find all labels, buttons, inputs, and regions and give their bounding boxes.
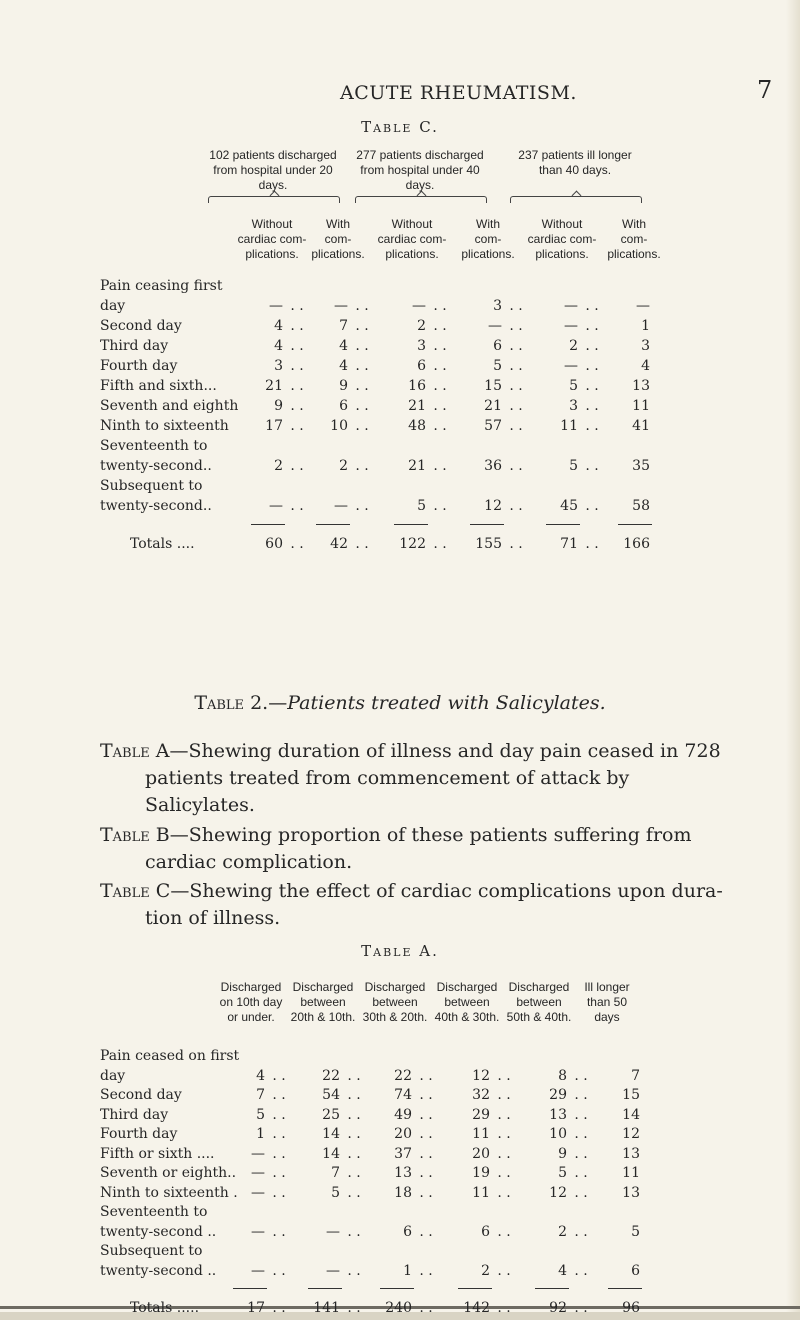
column-header: With com- plications. <box>311 217 365 261</box>
cell-leader: . . <box>272 1067 286 1084</box>
cell-leader: . . <box>497 1087 511 1103</box>
row-label-continued: day <box>100 298 126 314</box>
row-label: Ninth to sixteenth . <box>100 1184 238 1201</box>
cell-leader: . . <box>509 458 523 474</box>
cell-leader: . . <box>355 498 369 514</box>
row-label: Fourth day <box>100 1126 178 1142</box>
row-label: Seventeenth to <box>100 438 208 454</box>
group-header: 277 patients discharged from hospital under 40 days. <box>356 148 484 192</box>
table-cell: 5 <box>493 358 502 374</box>
cell-leader: . . <box>347 1087 361 1103</box>
row-label: Fifth or sixth .... <box>100 1145 215 1162</box>
row-label: Fifth and sixth... <box>100 378 217 394</box>
table-cell: 16 <box>408 378 426 394</box>
table-cell: 1 <box>403 1262 412 1279</box>
row-label: Pain ceased on first <box>100 1048 240 1064</box>
cell-leader: . . <box>355 378 369 394</box>
description-continuation: cardiac complication. <box>145 851 353 873</box>
table-cell: 13 <box>622 1145 640 1162</box>
row-label: Seventh and eighth <box>100 398 239 414</box>
cell-leader: . . <box>347 1106 361 1123</box>
cell-leader: . . <box>509 338 523 354</box>
table-cell: 13 <box>549 1106 567 1123</box>
cell-leader: . . <box>355 536 369 552</box>
table-cell: 22 <box>394 1067 412 1084</box>
cell-leader: . . <box>290 318 304 334</box>
cell-leader: . . <box>272 1106 286 1123</box>
cell-leader: . . <box>419 1184 433 1201</box>
cell-leader: . . <box>497 1262 511 1279</box>
table-cell: 9 <box>274 398 283 414</box>
column-header: Without cardiac com- plications. <box>377 217 447 261</box>
total-rule <box>308 1288 342 1289</box>
table-cell: 49 <box>394 1106 412 1123</box>
column-header: With com- plications. <box>607 217 661 261</box>
description-text: Shewing proportion of these patients suffering from <box>188 824 692 846</box>
cell-leader: . . <box>272 1165 286 1181</box>
table-cell: 6 <box>481 1223 490 1240</box>
table-cell: 4 <box>274 338 283 354</box>
table-cell: 19 <box>472 1165 490 1181</box>
cell-leader: . . <box>347 1184 361 1201</box>
table-cell: 8 <box>558 1067 567 1084</box>
table-cell: 2 <box>274 458 283 474</box>
cell-leader: . . <box>347 1223 361 1240</box>
column-header: Ill longer than 50 days <box>584 980 630 1024</box>
table-cell: 36 <box>484 458 502 474</box>
column-header: Discharged between 40th & 30th. <box>434 980 500 1024</box>
table-cell: 5 <box>569 458 578 474</box>
table-cell: 57 <box>484 418 502 434</box>
cell-leader: . . <box>574 1106 588 1123</box>
table-2-caption-prefix: Table 2.— <box>194 692 288 714</box>
total-cell: 122 <box>399 536 426 552</box>
cell-leader: . . <box>433 298 447 314</box>
table-cell: 21 <box>408 398 426 414</box>
description-text: Shewing the effect of cardiac complications upon dura- <box>189 880 723 902</box>
total-rule <box>394 524 428 525</box>
cell-leader: . . <box>290 498 304 514</box>
cell-leader: . . <box>355 418 369 434</box>
table-cell: — <box>564 358 578 374</box>
total-rule <box>535 1288 569 1289</box>
cell-leader: . . <box>585 298 599 314</box>
group-brace <box>510 196 642 203</box>
row-label: Seventh or eighth.. <box>100 1165 237 1181</box>
cell-leader: . . <box>433 318 447 334</box>
table-cell: 4 <box>274 318 283 334</box>
cell-leader: . . <box>419 1087 433 1103</box>
row-label-continued: twenty-second .. <box>100 1223 217 1240</box>
table-cell: — <box>636 298 650 314</box>
cell-leader: . . <box>585 398 599 414</box>
cell-leader: . . <box>272 1184 286 1201</box>
row-label: Subsequent to <box>100 1243 203 1259</box>
table-cell: 1 <box>641 318 650 334</box>
table-cell: 20 <box>394 1126 412 1142</box>
cell-leader: . . <box>433 458 447 474</box>
table-cell: 58 <box>632 498 650 514</box>
cell-leader: . . <box>585 318 599 334</box>
cell-leader: . . <box>497 1165 511 1181</box>
cell-leader: . . <box>433 418 447 434</box>
cell-leader: . . <box>433 498 447 514</box>
cell-leader: . . <box>347 1300 361 1316</box>
table-cell: — <box>251 1165 265 1181</box>
cell-leader: . . <box>347 1262 361 1279</box>
table-cell: 7 <box>331 1165 340 1181</box>
table-cell: 32 <box>472 1087 490 1103</box>
table-cell: — <box>564 298 578 314</box>
table-cell: 13 <box>622 1184 640 1201</box>
row-label: Second day <box>100 1087 182 1103</box>
column-header: Without cardiac com- plications. <box>527 217 597 261</box>
column-header: Discharged between 50th & 40th. <box>506 980 572 1024</box>
column-header: Discharged between 20th & 10th. <box>290 980 356 1024</box>
total-rule <box>470 524 504 525</box>
cell-leader: . . <box>419 1262 433 1279</box>
cell-leader: . . <box>272 1087 286 1103</box>
table-cell: 35 <box>632 458 650 474</box>
table-cell: 12 <box>549 1184 567 1201</box>
cell-leader: . . <box>585 338 599 354</box>
table-cell: — <box>334 298 348 314</box>
table-cell: 13 <box>632 378 650 394</box>
cell-leader: . . <box>497 1145 511 1162</box>
table-cell: 4 <box>339 338 348 354</box>
total-cell: 141 <box>313 1300 340 1316</box>
row-label: Third day <box>100 338 169 354</box>
table-cell: 1 <box>256 1126 265 1142</box>
table-cell: — <box>326 1223 340 1240</box>
table-cell: 12 <box>472 1067 490 1084</box>
cell-leader: . . <box>355 358 369 374</box>
table-cell: 6 <box>631 1262 640 1279</box>
table-cell: — <box>269 298 283 314</box>
cell-leader: . . <box>574 1067 588 1084</box>
cell-leader: . . <box>585 458 599 474</box>
total-cell: 96 <box>622 1300 640 1316</box>
column-header: Discharged on 10th day or under. <box>219 980 283 1024</box>
table-cell: 12 <box>484 498 502 514</box>
cell-leader: . . <box>272 1262 286 1279</box>
row-label: Seventeenth to <box>100 1204 208 1220</box>
total-rule <box>618 524 652 525</box>
table-cell: 29 <box>549 1087 567 1103</box>
row-label: Second day <box>100 318 182 334</box>
table-cell: 3 <box>274 358 283 374</box>
cell-leader: . . <box>574 1262 588 1279</box>
table-cell: 4 <box>256 1067 265 1084</box>
cell-leader: . . <box>419 1106 433 1123</box>
group-header: 237 patients ill longer than 40 days. <box>518 148 632 177</box>
total-cell: 60 <box>265 536 283 552</box>
table-cell: 37 <box>394 1145 412 1162</box>
table-cell: 5 <box>569 378 578 394</box>
table-cell: 45 <box>560 498 578 514</box>
cell-leader: . . <box>419 1165 433 1181</box>
total-rule <box>233 1288 267 1289</box>
table-cell: 7 <box>339 318 348 334</box>
row-label: Third day <box>100 1106 169 1123</box>
cell-leader: . . <box>347 1067 361 1084</box>
description-lead: Table A— <box>100 740 189 762</box>
cell-leader: . . <box>574 1145 588 1162</box>
cell-leader: . . <box>585 536 599 552</box>
table-cell: 11 <box>622 1165 640 1181</box>
row-label-continued: day <box>100 1067 126 1084</box>
description-text: Shewing duration of illness and day pain ceased in 728 <box>188 740 721 762</box>
cell-leader: . . <box>509 536 523 552</box>
cell-leader: . . <box>272 1126 286 1142</box>
cell-leader: . . <box>355 458 369 474</box>
total-cell: 142 <box>463 1300 490 1316</box>
cell-leader: . . <box>585 498 599 514</box>
cell-leader: . . <box>433 378 447 394</box>
description-table-a <box>100 738 750 819</box>
total-cell: 92 <box>549 1300 567 1316</box>
table-cell: 3 <box>641 338 650 354</box>
row-label: Fourth day <box>100 358 178 374</box>
table-cell: — <box>326 1262 340 1279</box>
table-cell: 13 <box>394 1165 412 1181</box>
cell-leader: . . <box>497 1300 511 1316</box>
table-cell: 2 <box>481 1262 490 1279</box>
row-label: Pain ceasing first <box>100 278 223 294</box>
total-cell: 155 <box>475 536 502 552</box>
table-cell: 41 <box>632 418 650 434</box>
table-cell: 14 <box>622 1106 640 1123</box>
cell-leader: . . <box>419 1126 433 1142</box>
table-cell: — <box>564 318 578 334</box>
cell-leader: . . <box>585 418 599 434</box>
table-cell: — <box>251 1145 265 1162</box>
table-cell: 15 <box>622 1087 640 1103</box>
table-cell: — <box>251 1262 265 1279</box>
cell-leader: . . <box>509 298 523 314</box>
description-lead: Table C— <box>100 880 190 902</box>
row-label: Ninth to sixteenth <box>100 418 229 434</box>
table-cell: 7 <box>631 1067 640 1084</box>
total-cell: 240 <box>385 1300 412 1316</box>
totals-label: Totals .... <box>130 536 195 552</box>
column-header: Discharged between 30th & 20th. <box>362 980 428 1024</box>
cell-leader: . . <box>290 378 304 394</box>
cell-leader: . . <box>509 318 523 334</box>
table-cell: 2 <box>569 338 578 354</box>
table-cell: 25 <box>322 1106 340 1123</box>
totals-label: Totals ..... <box>130 1300 200 1316</box>
table-cell: 11 <box>560 418 578 434</box>
column-header: Without cardiac com- plications. <box>237 217 307 261</box>
cell-leader: . . <box>585 358 599 374</box>
table-cell: 9 <box>558 1145 567 1162</box>
description-continuation: tion of illness. <box>145 907 281 929</box>
table-cell: 3 <box>569 398 578 414</box>
cell-leader: . . <box>433 398 447 414</box>
cell-leader: . . <box>574 1184 588 1201</box>
table-cell: 4 <box>641 358 650 374</box>
row-label: Subsequent to <box>100 478 203 494</box>
table-cell: 4 <box>339 358 348 374</box>
table-cell: 54 <box>322 1087 340 1103</box>
table-cell: 14 <box>322 1126 340 1142</box>
table-cell: 11 <box>472 1184 490 1201</box>
description-table-c <box>100 878 750 932</box>
table-cell: 3 <box>493 298 502 314</box>
table-cell: 4 <box>558 1262 567 1279</box>
table-cell: 21 <box>265 378 283 394</box>
table-cell: 21 <box>408 458 426 474</box>
cell-leader: . . <box>355 298 369 314</box>
table-cell: 48 <box>408 418 426 434</box>
cell-leader: . . <box>433 338 447 354</box>
cell-leader: . . <box>585 378 599 394</box>
table-a-title: Table A. <box>361 942 439 960</box>
cell-leader: . . <box>509 378 523 394</box>
total-rule <box>316 524 350 525</box>
cell-leader: . . <box>272 1223 286 1240</box>
description-continuation: patients treated from commencement of attack by Salicylates. <box>145 767 630 816</box>
table-2-caption-text: Patients treated with Salicylates. <box>287 692 606 714</box>
total-cell: 71 <box>560 536 578 552</box>
table-cell: 2 <box>558 1223 567 1240</box>
table-cell: 11 <box>472 1126 490 1142</box>
total-rule <box>608 1288 642 1289</box>
cell-leader: . . <box>497 1126 511 1142</box>
cell-leader: . . <box>574 1087 588 1103</box>
cell-leader: . . <box>509 358 523 374</box>
cell-leader: . . <box>497 1223 511 1240</box>
table-cell: 14 <box>322 1145 340 1162</box>
total-rule <box>380 1288 414 1289</box>
description-lead: Table B— <box>100 824 189 846</box>
table-c-title: Table C. <box>361 118 439 136</box>
page-number: 7 <box>757 76 773 104</box>
table-cell: 29 <box>472 1106 490 1123</box>
cell-leader: . . <box>497 1067 511 1084</box>
cell-leader: . . <box>419 1067 433 1084</box>
cell-leader: . . <box>347 1126 361 1142</box>
group-header: 102 patients discharged from hospital under 20 days. <box>209 148 337 192</box>
table-cell: 5 <box>331 1184 340 1201</box>
cell-leader: . . <box>290 398 304 414</box>
table-cell: 5 <box>417 498 426 514</box>
table-cell: 21 <box>484 398 502 414</box>
column-header: With com- plications. <box>461 217 515 261</box>
cell-leader: . . <box>433 358 447 374</box>
table-cell: 22 <box>322 1067 340 1084</box>
total-rule <box>458 1288 492 1289</box>
cell-leader: . . <box>419 1300 433 1316</box>
cell-leader: . . <box>272 1300 286 1316</box>
table-cell: 18 <box>394 1184 412 1201</box>
cell-leader: . . <box>433 536 447 552</box>
table-cell: — <box>488 318 502 334</box>
table-cell: 10 <box>549 1126 567 1142</box>
cell-leader: . . <box>290 358 304 374</box>
table-cell: 5 <box>256 1106 265 1123</box>
running-head: ACUTE RHEUMATISM. <box>340 82 577 104</box>
cell-leader: . . <box>497 1184 511 1201</box>
table-cell: 2 <box>339 458 348 474</box>
total-rule <box>251 524 285 525</box>
table-cell: 17 <box>265 418 283 434</box>
cell-leader: . . <box>574 1223 588 1240</box>
table-cell: — <box>251 1184 265 1201</box>
table-cell: 6 <box>403 1223 412 1240</box>
row-label-continued: twenty-second .. <box>100 1262 217 1279</box>
table-cell: 3 <box>417 338 426 354</box>
table-cell: 12 <box>622 1126 640 1142</box>
cell-leader: . . <box>509 398 523 414</box>
group-brace <box>208 196 340 203</box>
table-cell: — <box>251 1223 265 1240</box>
table-cell: 11 <box>632 398 650 414</box>
cell-leader: . . <box>290 338 304 354</box>
group-brace <box>355 196 487 203</box>
table-cell: — <box>334 498 348 514</box>
table-cell: 7 <box>256 1087 265 1103</box>
cell-leader: . . <box>290 536 304 552</box>
cell-leader: . . <box>574 1300 588 1316</box>
cell-leader: . . <box>290 418 304 434</box>
table-cell: 15 <box>484 378 502 394</box>
total-rule <box>546 524 580 525</box>
page-edge <box>786 0 800 1320</box>
table-cell: 9 <box>339 378 348 394</box>
row-label-continued: twenty-second.. <box>100 498 212 514</box>
cell-leader: . . <box>355 338 369 354</box>
cell-leader: . . <box>290 298 304 314</box>
table-cell: 6 <box>493 338 502 354</box>
total-cell: 42 <box>330 536 348 552</box>
cell-leader: . . <box>509 418 523 434</box>
cell-leader: . . <box>574 1126 588 1142</box>
cell-leader: . . <box>509 498 523 514</box>
cell-leader: . . <box>355 398 369 414</box>
table-cell: 6 <box>417 358 426 374</box>
table-cell: 5 <box>631 1223 640 1240</box>
cell-leader: . . <box>347 1145 361 1162</box>
cell-leader: . . <box>347 1165 361 1181</box>
row-label-continued: twenty-second.. <box>100 458 212 474</box>
table-cell: 5 <box>558 1165 567 1181</box>
cell-leader: . . <box>497 1106 511 1123</box>
cell-leader: . . <box>419 1145 433 1162</box>
total-cell: 166 <box>623 536 650 552</box>
table-cell: 2 <box>417 318 426 334</box>
table-cell: 20 <box>472 1145 490 1162</box>
table-cell: — <box>269 498 283 514</box>
table-cell: 74 <box>394 1087 412 1103</box>
table-cell: — <box>412 298 426 314</box>
total-cell: 17 <box>247 1300 265 1316</box>
cell-leader: . . <box>574 1165 588 1181</box>
cell-leader: . . <box>419 1223 433 1240</box>
table-2-caption <box>0 692 800 714</box>
cell-leader: . . <box>272 1145 286 1162</box>
description-table-b <box>100 822 750 876</box>
table-cell: 10 <box>330 418 348 434</box>
cell-leader: . . <box>355 318 369 334</box>
table-cell: 6 <box>339 398 348 414</box>
cell-leader: . . <box>290 458 304 474</box>
